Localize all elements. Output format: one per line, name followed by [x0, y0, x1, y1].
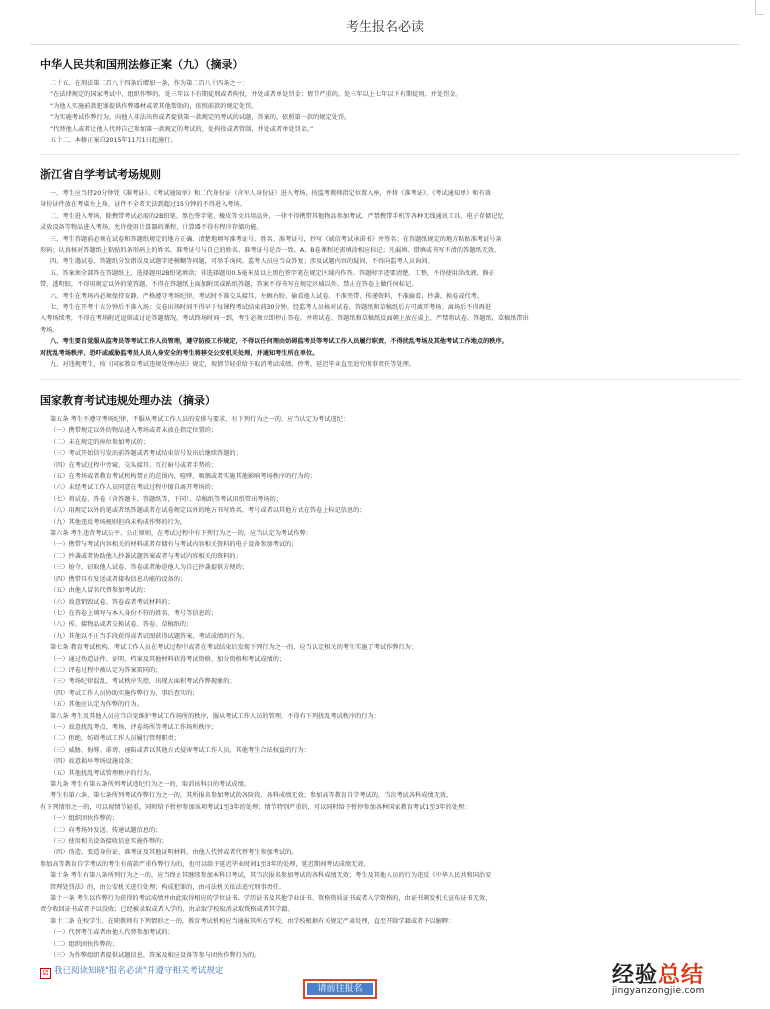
paragraph-line: （五）其他应认定为作弊的行为。 — [50, 701, 143, 709]
watermark-en: jingyanzongjie.com — [612, 986, 705, 996]
paragraph-line: （一）组织团伙作弊的； — [50, 815, 119, 823]
paragraph-line: （一）代替考生或者由他人代替参加考试的； — [50, 929, 174, 937]
agree-label[interactable]: 我已阅读知晓"报名必读"并遵守相关考试规定 — [54, 966, 224, 976]
paragraph-line: （二）未在规定的座位参加考试的； — [50, 438, 149, 446]
paragraph-line: 四、考生遇试卷、答题纸分发错误及试题字迹模糊等问题，可举手询问，监考人员应当众答复；涉及试题内容的疑问，不得向监考人员询问。 — [50, 258, 434, 266]
section-divider — [40, 379, 740, 380]
paragraph-line: （四）在考试过程中旁窥、交头接耳、互打暗号或者手势的； — [50, 461, 218, 469]
paragraph-line: 入考场续考，不得在考场附近逗留或讨论答题情况。考试终场时间一到，考生必须立即停止答卷，并将试卷、答题纸和草稿纸反面朝上放在桌上，严禁将试卷、答题纸、草稿纸带出 — [40, 315, 529, 323]
paragraph-line: 七、考生在开考十五分钟后不准入场；交卷出场时间不得早于每课程考试结束前30分钟。经监考人员核对试卷、答题纸和草稿纸后方可离开考场；离场后不得再进 — [50, 304, 491, 312]
paragraph-line: “在法律规定的国家考试中，组织作弊的，处三年以下有期徒刑或者拘役，并处或者单处罚金；情节严重的，处三年以上七年以下有期徒刑，并处罚金。 — [50, 91, 462, 99]
paragraph-line: （七）将试卷、答卷（含答题卡、答题纸等，下同）、草稿纸等考试用纸带出考场的； — [50, 495, 283, 503]
section-divider — [40, 154, 740, 155]
paragraph-line: （五）在考场或者教育考试机构禁止的范围内，喧哗、吸烟或者实施其他影响考场秩序的行为的； — [50, 473, 317, 481]
paragraph-line: 考生有第六条、第七条所列考试作弊行为之一的，其所报名参加考试的各阶段、各科成绩无效；参加高等教育自学考试的，当次考试各科成绩无效。 — [50, 792, 453, 800]
section-title: 中华人民共和国刑法修正案（九）（摘录） — [40, 58, 244, 71]
watermark-cn-part1: 经验 — [612, 963, 659, 988]
paragraph-line: 一、考生应当持20分钟凭《准考证》、《考试通知单》和二代身份证（含军人身份证）进入考场，按监考教师指定位置入座，并将《准考证》、《考试通知单》和有效 — [50, 190, 491, 197]
paragraph-line: 管理处罚法》的，由公安机关进行处理；构成犯罪的，由司法机关依法追究刑事责任。 — [50, 883, 286, 891]
apply-button[interactable] — [303, 979, 377, 999]
section-body — [40, 78, 740, 146]
section-title: 国家教育考试违规处理办法（摘录） — [40, 394, 216, 407]
paragraph-line: 对扰乱考场秩序、恐吓或威胁监考员人员人身安全的考生将移交公安机关处理，并通知考生所在单位。 — [40, 349, 319, 357]
paragraph-line: 带、透明胶，不得用规定以外的笔答题，不得在答题纸上面加附页或贴纸答题，答案不得书写在规定区域以外，禁止在答卷上做任何标记。 — [40, 281, 418, 289]
watermark-cn-part2: 总结 — [658, 963, 705, 988]
paragraph-line: （四）故意损坏考场设施设备； — [50, 758, 137, 766]
paragraph-line: 三、考生答题前必须在试卷和答题纸规定的地方正确、清楚地填写准考证号、姓名、准考证号，抄写《诚信考试承诺书》并签名；在答题纸规定的地方粘贴准考证号条 — [50, 235, 502, 243]
paragraph-line: （三）为作弊组织者提供试题信息、答案及相应设备等参与团伙作弊行为的。 — [50, 952, 261, 960]
paragraph-line: （八）传、接物品或者交换试卷、答卷、草稿纸的； — [50, 621, 193, 629]
paragraph-line: （五）其他扰乱考试管理秩序的行为。 — [50, 769, 156, 777]
paragraph-line: “为实施考试作弊行为，向他人非法出售或者提供第一款规定的考试的试题、答案的，依照第一款的规定处罚。 — [50, 114, 351, 122]
window-corner — [755, 0, 764, 15]
paragraph-line: 第七条 教育考试机构、考试工作人员在考试过程中或者在考试结束后发现下列行为之一的，应当认定相关的考生实施了考试作弊行为： — [50, 644, 418, 652]
agree-checkbox-row[interactable] — [40, 964, 223, 979]
watermark-logo — [612, 958, 762, 1004]
paragraph-line: （三）抢夺、窃取他人试卷、答卷或者胁迫他人为自己抄袭提供方便的； — [50, 564, 248, 572]
paragraph-line: 六、考生在考场内必须保持安静，严格遵守考场纪律。考试时不准交头接耳、左顾右盼、偷看他人试卷、不准夹带、传递资料，不准偷看，抄袭、换卷或代考。 — [50, 292, 484, 300]
paragraph-line: （三）使用相关设备接收信息实施作弊的； — [50, 838, 168, 846]
paragraph-line: （九）其他以不正当手段获得或者试图获得试题答案、考试成绩的行为。 — [50, 632, 248, 640]
paragraph-line: （五）由他人冒名代替参加考试的； — [50, 587, 149, 595]
paragraph-line: （一）携带与考试内容相关的材料或者存储有与考试内容相关资料的电子设备参加考试的； — [50, 541, 298, 549]
paragraph-line: 五、答案须全部答在答题纸上，选择题用2B铅笔填涂；非选择题用0.5毫米及以上黑色签字笔在规定区域内作答。答题时字迹要清楚、工整，不得使用涂改液、修正 — [50, 269, 495, 277]
paragraph-line: （二）向考场外发送、传递试题信息的； — [50, 826, 162, 834]
paragraph-line: 二十五、在刑法第二百八十四条后增加一条，作为第二百八十四条之一： — [50, 80, 248, 87]
paragraph-line: （三）威胁、侮辱、诽谤、诬陷或者以其他方式侵害考试工作人员、其他考生合法权益的行为； — [50, 746, 310, 754]
paragraph-line: （二）评卷过程中被认定为答案雷同的； — [50, 666, 162, 674]
paragraph-line: 五十二、本修正案自2015年11月1日起施行。 — [50, 137, 177, 145]
paragraph-line: （三）考场纪律混乱、考试秩序失控，出现大面积考试作弊现象的； — [50, 678, 236, 686]
paragraph-line: 八、考生要自觉服从监考员等考试工作人员管理，遵守防疫工作规定，不得以任何理由妨碍监考员等考试工作人员履行职责，不得扰乱考场及其他考试工作地点的秩序。 — [50, 338, 508, 346]
paragraph-line: （九）其他违反考场规则但尚未构成作弊的行为。 — [50, 518, 187, 526]
paragraph-line: （四）伪造、变造身份证、准考证及其他证明材料，由他人代替或者代替考生参加考试的。 — [50, 849, 298, 857]
title-divider — [30, 44, 740, 45]
paragraph-line: 九、对违规考生，按《国家教育考试违规处理办法》规定，视情节轻重给予取消考试成绩、停考、延迟毕业直至追究刑事责任等处理。 — [50, 361, 416, 369]
paragraph-line: “代替他人或者让他人代替自己参加第一款规定的考试的，处拘役或者管制，并处或者单处罚金。” — [50, 125, 314, 133]
agree-checkbox[interactable]: ☑ — [40, 968, 51, 979]
paragraph-line: （八）用规定以外的笔或者纸答题或者在试卷规定以外的地方书写姓名、考号或者以其他方式在答卷上标记信息的； — [50, 507, 366, 515]
paragraph-line: 参加高等教育自学考试的考生有前款严重作弊行为的，也可以给予延迟毕业时间1至3年的处理，延迟期间考试成绩无效。 — [40, 860, 370, 868]
paragraph-line: （六）未经考试工作人员同意在考试过程中擅自离开考场的； — [50, 484, 218, 492]
watermark-cn — [612, 958, 762, 989]
paragraph-line: 二、考生进入考场，除携带考试必需的2B铅笔、黑色签字笔、橡皮等文具用品外，一律不得携带其他物品参加考试。严禁携带手机等各种无线通讯工具、电子存储记忆 — [50, 212, 504, 220]
paragraph-line: 形码；认真核对答题纸上粘贴的条形码上的姓名、准考证号与自己的姓名、准考证号是否一致。A、B卷课程还需填涂相应标记；凡漏填、错填或书写不清的答题纸无效。 — [40, 247, 501, 255]
paragraph-line: 身份证件放在考桌左上角，证件不全者无法到超过15分钟的不得进入考场。 — [40, 201, 246, 209]
paragraph-line: 第十条 考生有第八条所列行为之一的，应当终止其继续参加本科目考试，其当次报名参加考试的各科成绩无效；考生及其他人员的行为违反《中华人民共和国治安 — [50, 872, 492, 880]
paragraph-line: 有下列情形之一的，可以视情节轻重，同时给予暂停参加该项考试1至3年的处理；情节特别严重的，可以同时给予暂停参加各种国家教育考试1至3年的处理： — [40, 803, 471, 811]
paragraph-line: （一）携带规定以外的物品进入考场或者未放在指定位置的； — [50, 427, 218, 435]
paragraph-line: 第十一条 考生以作弊行为获得的考试成绩并由此取得相应的学位证书、学历证书及其他学业证书、资格资质证书或者入学资格的，由证书颁发机关宣布证书无效， — [50, 895, 492, 903]
paragraph-line: （一）通过伪造证件、证明、档案及其他材料获得考试资格、加分资格和考试成绩的； — [50, 655, 286, 663]
paragraph-line: “为他人实施前款犯罪提供作弊器材或者其他帮助的，依照前款的规定处罚。 — [50, 102, 258, 110]
paragraph-line: （六）故意销毁试卷、答卷或者考试材料的； — [50, 598, 174, 606]
paragraph-line: （二）抄袭或者协助他人抄袭试题答案或者与考试内容相关的资料的； — [50, 552, 242, 560]
paragraph-line: 第九条 考生有第五条所列考试违纪行为之一的，取消该科目的考试成绩。 — [50, 781, 250, 788]
paragraph-line: （三）考试开始信号发出前答题或者考试结束信号发出后继续答题的； — [50, 450, 242, 458]
paragraph-line: （四）考试工作人员协助实施作弊行为，事后查实的； — [50, 689, 199, 697]
paragraph-line: （一）故意扰乱考点、考场、评卷场所等考试工作场所秩序； — [50, 723, 218, 731]
paragraph-line: 第五条 考生不遵守考场纪律，不服从考试工作人员的安排与要求，有下列行为之一的，应当认定为考试违纪： — [50, 416, 349, 423]
page-title: 考生报名必读 — [345, 20, 424, 35]
paragraph-line: （四）携带具有发送或者接收信息功能的设备的； — [50, 575, 187, 583]
section-body — [40, 414, 740, 962]
paragraph-line: （二）拒绝、妨碍考试工作人员履行管理职责； — [50, 735, 180, 743]
paragraph-line: 考场。 — [40, 326, 59, 334]
section-criminal-law — [40, 56, 740, 155]
apply-button-label[interactable]: 请前往报名 — [307, 983, 373, 995]
paragraph-line: 责令收回证书或者予以没收；已经被录取或者入学的，由录取学校取消录取资格或者其学籍。 — [40, 906, 294, 914]
section-title: 浙江省自学考试考场规则 — [40, 168, 161, 181]
section-exam-rules — [40, 166, 740, 380]
paragraph-line: 第八条 考生及其他人员应当自觉维护考试工作场所的秩序，服从考试工作人员的管理，不得有下列扰乱考试秩序的行为： — [50, 712, 380, 720]
paragraph-line: （七）在答卷上填写与本人身份不符的姓名、考号等信息的； — [50, 609, 218, 617]
paragraph-line: 第六条 考生违背考试公平、公正原则，在考试过程中有下列行为之一的，应当认定为考试作弊： — [50, 530, 312, 538]
paragraph-line: 第十二条 在校学生、在职教师有下列情形之一的，教育考试机构应当通报其所在学校，由学校根据有关规定严肃处理，直至开除学籍或者予以解聘： — [50, 917, 455, 925]
section-body — [40, 188, 740, 371]
section-violation-rules — [40, 392, 740, 962]
paragraph-line: （二）组织团伙作弊的； — [50, 940, 119, 948]
paragraph-line: 录放设备等物品进入考场。允许使用计算器的课程，计算器不得有程序存储功能。 — [40, 224, 263, 232]
